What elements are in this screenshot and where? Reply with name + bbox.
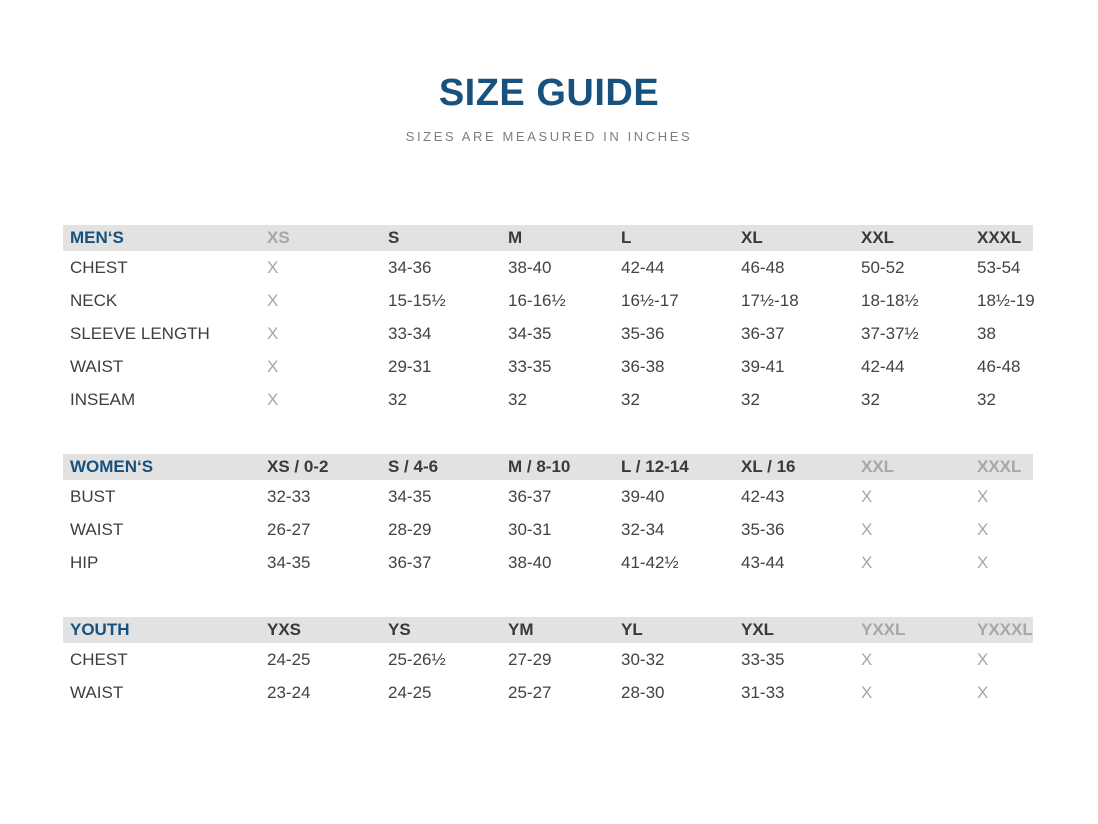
size-value-cell: 28-29: [388, 519, 432, 539]
size-value-cell: X: [977, 486, 989, 506]
size-value-cell: 18-18½: [861, 290, 919, 310]
measurement-label: CHEST: [70, 257, 128, 277]
size-value-cell: 46-48: [977, 356, 1021, 376]
size-table-womens: [63, 454, 1033, 579]
size-value-cell: 28-30: [621, 682, 665, 702]
measurement-row-mens-0: [63, 251, 1033, 284]
size-value-cell: 30-32: [621, 649, 665, 669]
measurement-row-womens-0: [63, 480, 1033, 513]
size-value-cell: 32: [861, 389, 880, 409]
size-value-cell: 39-40: [621, 486, 665, 506]
size-value-cell: X: [267, 389, 279, 409]
size-column-header-mens-3: L: [621, 228, 632, 247]
section-title-womens: WOMEN‘S: [70, 457, 154, 476]
size-column-header-youth-4: YXL: [741, 620, 775, 639]
measurement-label: NECK: [70, 290, 118, 310]
size-value-cell: 32: [508, 389, 527, 409]
measurement-row-mens-1: [63, 284, 1033, 317]
size-value-cell: 33-35: [508, 356, 552, 376]
measurement-label: BUST: [70, 486, 116, 506]
section-header-row-mens: [63, 225, 1033, 251]
size-value-cell: 36-38: [621, 356, 665, 376]
measurement-label: INSEAM: [70, 389, 136, 409]
size-value-cell: X: [267, 290, 279, 310]
size-value-cell: 25-26½: [388, 649, 446, 669]
size-column-header-womens-1: S / 4-6: [388, 457, 439, 476]
size-value-cell: X: [977, 552, 989, 572]
size-value-cell: 38-40: [508, 552, 552, 572]
measurement-label: HIP: [70, 552, 99, 572]
size-value-cell: X: [861, 519, 873, 539]
size-value-cell: 36-37: [508, 486, 552, 506]
size-column-header-womens-4: XL / 16: [741, 457, 796, 476]
measurement-row-womens-1: [63, 513, 1033, 546]
size-value-cell: 18½-19: [977, 290, 1035, 310]
size-column-header-womens-5: XXL: [861, 457, 895, 476]
size-value-cell: 32-34: [621, 519, 665, 539]
size-value-cell: 24-25: [267, 649, 311, 669]
size-column-header-mens-0: XS: [267, 228, 290, 247]
size-value-cell: 50-52: [861, 257, 905, 277]
section-title-mens: MEN‘S: [70, 228, 124, 247]
size-tables-container: [63, 225, 1033, 709]
size-column-header-mens-1: S: [388, 228, 400, 247]
size-value-cell: 53-54: [977, 257, 1021, 277]
size-column-header-youth-5: YXXL: [861, 620, 906, 639]
size-table-youth: [63, 617, 1033, 709]
size-value-cell: 26-27: [267, 519, 311, 539]
size-value-cell: 32-33: [267, 486, 311, 506]
size-value-cell: 30-31: [508, 519, 552, 539]
size-value-cell: X: [977, 649, 989, 669]
size-column-header-mens-6: XXXL: [977, 228, 1022, 247]
measurement-row-mens-2: [63, 317, 1033, 350]
size-value-cell: 37-37½: [861, 323, 919, 343]
size-value-cell: 16½-17: [621, 290, 679, 310]
size-value-cell: 33-34: [388, 323, 432, 343]
measurement-row-womens-2: [63, 546, 1033, 579]
size-column-header-mens-2: M: [508, 228, 523, 247]
measurement-row-mens-3: [63, 350, 1033, 383]
size-value-cell: 32: [977, 389, 996, 409]
size-value-cell: 36-37: [388, 552, 432, 572]
size-value-cell: 32: [741, 389, 760, 409]
section-header-row-womens: [63, 454, 1033, 480]
size-value-cell: X: [861, 682, 873, 702]
size-value-cell: 35-36: [741, 519, 785, 539]
size-column-header-youth-0: YXS: [267, 620, 302, 639]
size-value-cell: X: [267, 323, 279, 343]
size-value-cell: 16-16½: [508, 290, 566, 310]
measurement-label: WAIST: [70, 682, 124, 702]
size-value-cell: 24-25: [388, 682, 432, 702]
size-value-cell: 34-35: [508, 323, 552, 343]
size-value-cell: X: [977, 682, 989, 702]
measurement-label: WAIST: [70, 356, 124, 376]
size-value-cell: X: [977, 519, 989, 539]
size-value-cell: 15-15½: [388, 290, 446, 310]
size-value-cell: X: [861, 649, 873, 669]
size-value-cell: 42-44: [861, 356, 905, 376]
size-value-cell: 42-44: [621, 257, 665, 277]
size-value-cell: 39-41: [741, 356, 785, 376]
measurement-label: WAIST: [70, 519, 124, 539]
size-value-cell: 25-27: [508, 682, 552, 702]
size-value-cell: 38: [977, 323, 996, 343]
measurement-label: SLEEVE LENGTH: [70, 323, 210, 343]
size-value-cell: 33-35: [741, 649, 785, 669]
size-column-header-womens-6: XXXL: [977, 457, 1022, 476]
size-value-cell: 35-36: [621, 323, 665, 343]
size-column-header-womens-2: M / 8-10: [508, 457, 571, 476]
page-title: SIZE GUIDE: [438, 72, 660, 114]
size-value-cell: X: [861, 552, 873, 572]
size-value-cell: 17½-18: [741, 290, 799, 310]
size-value-cell: 43-44: [741, 552, 785, 572]
size-value-cell: 34-35: [267, 552, 311, 572]
size-value-cell: 41-42½: [621, 552, 679, 572]
size-value-cell: 32: [621, 389, 640, 409]
size-value-cell: 42-43: [741, 486, 785, 506]
size-column-header-womens-3: L / 12-14: [621, 457, 689, 476]
size-value-cell: 23-24: [267, 682, 311, 702]
measurement-row-youth-1: [63, 676, 1033, 709]
size-value-cell: 38-40: [508, 257, 552, 277]
size-column-header-mens-4: XL: [741, 228, 763, 247]
size-column-header-youth-3: YL: [621, 620, 643, 639]
size-value-cell: 27-29: [508, 649, 552, 669]
size-value-cell: X: [267, 356, 279, 376]
size-value-cell: 36-37: [741, 323, 785, 343]
size-value-cell: 29-31: [388, 356, 432, 376]
size-column-header-youth-2: YM: [508, 620, 534, 639]
size-table-mens: [63, 225, 1033, 416]
measurement-row-youth-0: [63, 643, 1033, 676]
size-value-cell: 34-36: [388, 257, 432, 277]
size-column-header-mens-5: XXL: [861, 228, 895, 247]
section-title-youth: YOUTH: [70, 620, 130, 639]
size-value-cell: 34-35: [388, 486, 432, 506]
size-value-cell: X: [861, 486, 873, 506]
size-column-header-womens-0: XS / 0-2: [267, 457, 329, 476]
size-column-header-youth-6: YXXXL: [977, 620, 1033, 639]
size-value-cell: 32: [388, 389, 407, 409]
measurement-label: CHEST: [70, 649, 128, 669]
size-column-header-youth-1: YS: [388, 620, 411, 639]
measurement-row-mens-4: [63, 383, 1033, 416]
size-guide-page: [0, 74, 1098, 709]
size-value-cell: X: [267, 257, 279, 277]
size-value-cell: 46-48: [741, 257, 785, 277]
size-value-cell: 31-33: [741, 682, 785, 702]
page-subtitle: SIZES ARE MEASURED IN INCHES: [405, 129, 693, 144]
section-header-row-youth: [63, 617, 1033, 643]
